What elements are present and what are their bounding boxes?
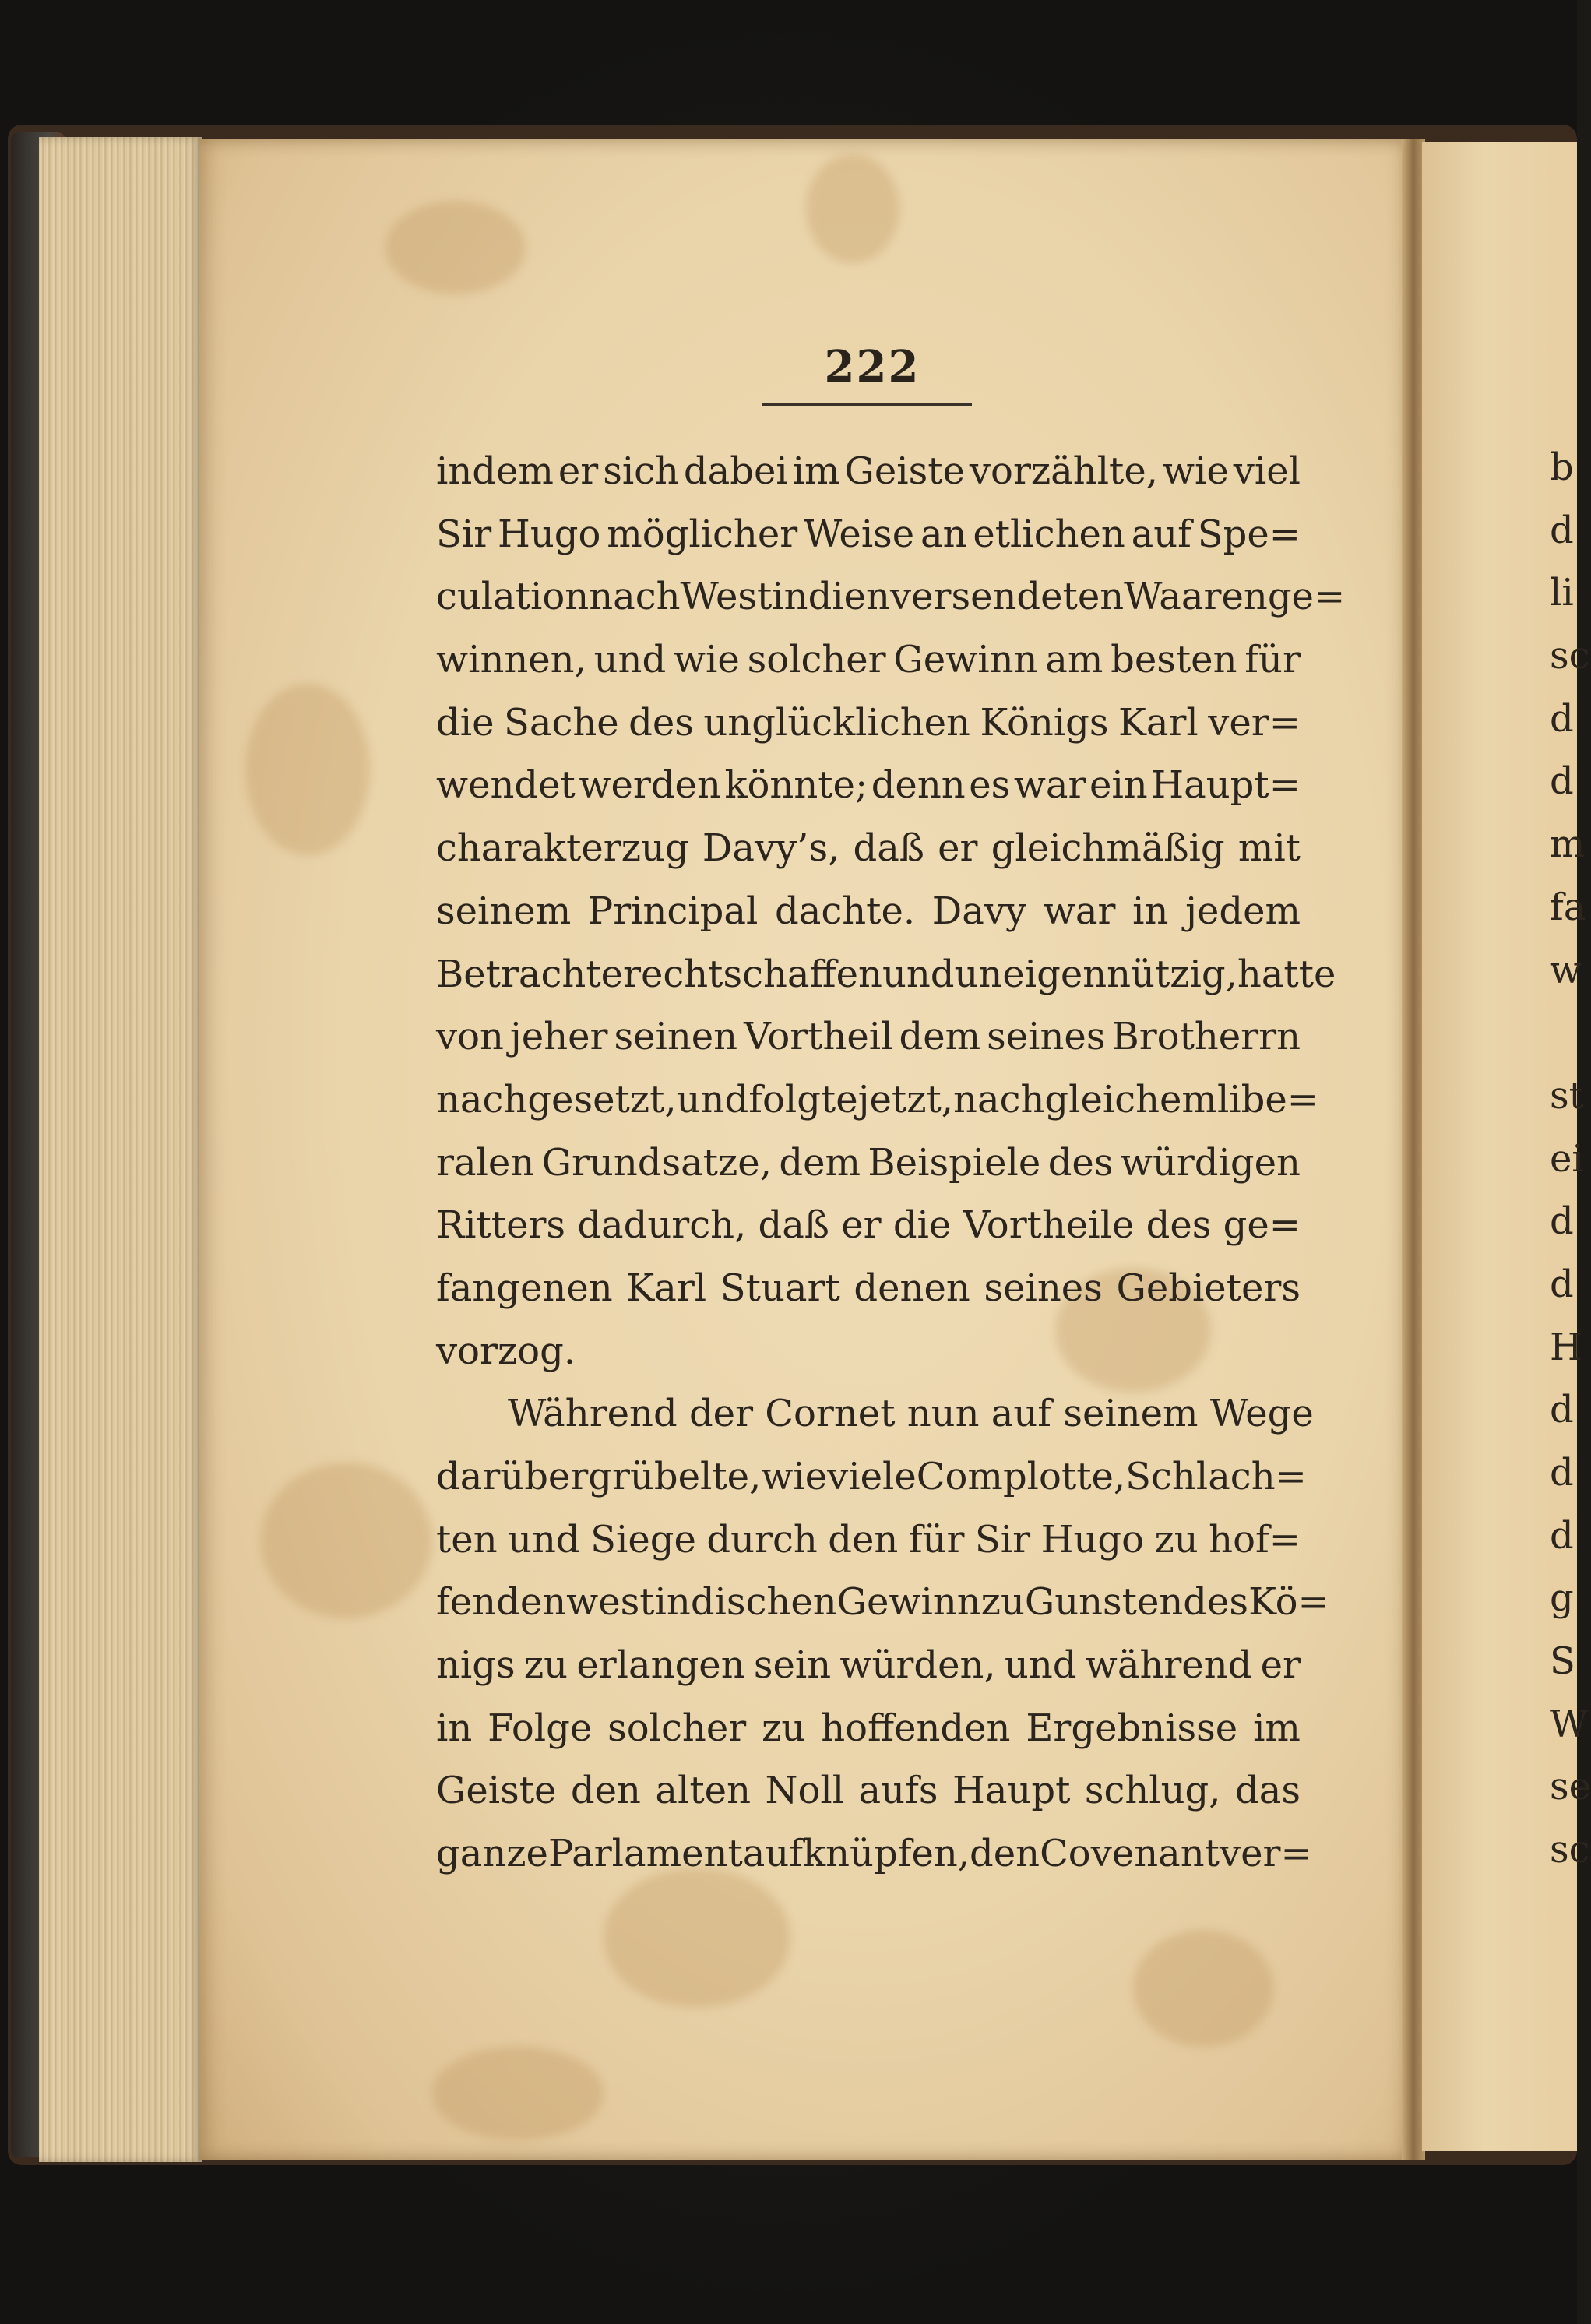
facing-line: w [1550, 948, 1582, 992]
word: vorzählte, [969, 449, 1159, 493]
word: alten [655, 1769, 751, 1813]
facing-line: d [1550, 759, 1574, 804]
word: und [508, 1517, 580, 1562]
word: und [1004, 1643, 1077, 1688]
word: zu [1154, 1517, 1199, 1562]
text-line [436, 1509, 1301, 1572]
facing-line: g [1550, 1576, 1574, 1621]
facing-line: d [1550, 1451, 1574, 1495]
word: Noll [765, 1769, 845, 1813]
word: viele [827, 1455, 917, 1498]
word: Karl [626, 1266, 707, 1310]
word: Hugo [497, 512, 601, 556]
word: für [908, 1517, 965, 1562]
word: mit [1237, 826, 1301, 871]
word: Geiste [436, 1769, 557, 1813]
facing-line: st [1550, 1073, 1584, 1118]
foxing-stain [1133, 1930, 1273, 2047]
word: hatte [1237, 952, 1336, 996]
word: seinem [436, 889, 572, 933]
facing-line: m [1550, 822, 1586, 867]
facing-line: b [1550, 445, 1574, 489]
word: solcher [607, 1706, 747, 1750]
word: den [970, 1832, 1040, 1876]
word: Principal [587, 889, 759, 933]
facing-line [1550, 1002, 1581, 1065]
facing-line: d [1550, 1513, 1574, 1558]
word: fangenen [436, 1266, 613, 1310]
word: er [841, 1203, 882, 1248]
text-line [436, 1571, 1329, 1634]
word: würden, [839, 1643, 996, 1688]
word: Gunsten [1024, 1580, 1184, 1625]
word: Gewinn [836, 1580, 981, 1625]
word: daß [853, 826, 924, 871]
word: den [828, 1517, 899, 1562]
text-line [436, 1445, 1307, 1509]
text-line [436, 1132, 1301, 1195]
word: des [1183, 1580, 1249, 1625]
word: zu [523, 1643, 568, 1688]
text-line [436, 1005, 1301, 1069]
text-line [436, 565, 1346, 629]
word: denn [871, 763, 966, 808]
text-line [436, 817, 1301, 880]
word: ganze [436, 1832, 548, 1876]
word: er [558, 449, 599, 493]
word: nach [589, 575, 681, 619]
facing-line: d [1550, 1199, 1574, 1244]
word: zu [980, 1580, 1025, 1625]
word: wie [761, 1455, 828, 1498]
foxing-stain [432, 2047, 604, 2140]
word: Covenant [1040, 1832, 1220, 1876]
word: Davy’s, [702, 826, 840, 871]
word: ralen [436, 1140, 535, 1185]
word: Beispiele [868, 1140, 1041, 1185]
facing-line: li [1550, 571, 1574, 615]
foxing-stain [385, 201, 526, 294]
word: und [593, 638, 667, 682]
word: solcher [747, 638, 886, 682]
word: jeher [509, 1015, 608, 1059]
word: denen [854, 1266, 970, 1310]
word: aufs [858, 1769, 938, 1813]
word: Davy [931, 889, 1027, 933]
word: Geiste [844, 449, 965, 493]
word: des [1146, 1203, 1212, 1248]
word: Haupt= [1151, 763, 1301, 808]
word: ver= [1219, 1832, 1312, 1876]
word: würdigen [1120, 1140, 1301, 1185]
word: sein [753, 1643, 832, 1688]
word: hoffenden [821, 1706, 1011, 1750]
text-line [436, 754, 1301, 817]
word: des [1047, 1140, 1114, 1185]
word: werden [579, 763, 721, 808]
word: hof= [1209, 1517, 1301, 1562]
word: für [1244, 638, 1301, 682]
facing-line: sc [1550, 634, 1590, 678]
word: dem [899, 1015, 981, 1059]
word: unglücklichen [703, 700, 970, 745]
word: jedem [1185, 889, 1301, 933]
word: das [1234, 1769, 1301, 1813]
page-edges [39, 137, 202, 2162]
word: von [436, 1015, 504, 1059]
word: des [628, 700, 694, 745]
word: Sache [503, 700, 619, 745]
word: Karl [1118, 700, 1199, 745]
word: durch [706, 1517, 818, 1562]
word: dabei [683, 449, 788, 493]
word: rechtschaffen [623, 952, 882, 996]
word: grübelte, [588, 1455, 762, 1498]
facing-line: W [1550, 1702, 1589, 1746]
word: die [892, 1203, 952, 1248]
word: uneigennützig, [954, 952, 1237, 996]
word: während [1085, 1643, 1252, 1688]
word: folgte [748, 1077, 858, 1122]
word: nachgesetzt, [436, 1077, 677, 1122]
word: ten [436, 1517, 498, 1562]
word: ge= [1223, 1203, 1301, 1248]
word: Während [508, 1392, 678, 1436]
word: Wege [1209, 1392, 1314, 1436]
word: seines [984, 1266, 1103, 1310]
word: nach [953, 1077, 1045, 1122]
word: die [436, 700, 495, 745]
word: westindischen [566, 1580, 837, 1625]
word: charakterzug [436, 826, 689, 871]
word: dachte. [775, 889, 916, 933]
word: möglicher [607, 512, 798, 556]
word: und [882, 952, 955, 996]
facing-line: se [1550, 1765, 1591, 1809]
word: Weise [803, 512, 915, 556]
facing-line: sc [1550, 1828, 1590, 1872]
word: Brotherrn [1111, 1015, 1301, 1059]
word: ge= [1267, 575, 1346, 619]
text-line [436, 1634, 1301, 1697]
word: vorzog. [436, 1329, 576, 1373]
word: aufknüpfen, [742, 1832, 970, 1876]
word: erlangen [576, 1643, 745, 1688]
word: er [938, 826, 978, 871]
word: sich [603, 449, 679, 493]
word: Ergebnisse [1026, 1706, 1238, 1750]
text-line [436, 1697, 1301, 1760]
word: gleichmäßig [991, 826, 1225, 871]
word: Stuart [720, 1266, 840, 1310]
word: Schlach= [1125, 1455, 1307, 1498]
word: versendeten [889, 575, 1125, 619]
word: auf [1131, 512, 1191, 556]
page-number: 222 [824, 341, 920, 393]
word: Westindien [680, 575, 890, 619]
word: Folge [488, 1706, 593, 1750]
word: in [436, 1706, 473, 1750]
word: im [792, 449, 840, 493]
word: könnte; [724, 763, 868, 808]
text-line [436, 1257, 1301, 1320]
word: daß [758, 1203, 829, 1248]
word: der [688, 1392, 754, 1436]
foxing-stain [245, 684, 370, 855]
word: er [1260, 1643, 1301, 1688]
word: wie [1162, 449, 1229, 493]
word: Grundsatze, [541, 1140, 772, 1185]
word: jetzt, [857, 1077, 954, 1122]
page-number-rule [762, 403, 972, 406]
word: den [570, 1769, 641, 1813]
word: Gebieters [1116, 1266, 1301, 1310]
word: seines [987, 1015, 1106, 1059]
word: in [1132, 889, 1169, 933]
word: fenden [436, 1580, 567, 1625]
word: Kö= [1248, 1580, 1329, 1625]
foxing-stain [604, 1868, 790, 2008]
word: zu [762, 1706, 806, 1750]
facing-line: d [1550, 696, 1574, 741]
word: Siege [590, 1517, 696, 1562]
facing-line: fa [1550, 885, 1586, 929]
text-line [436, 1320, 1301, 1383]
word: an [920, 512, 967, 556]
facing-line: ei [1550, 1136, 1584, 1181]
word: gleichem [1044, 1077, 1217, 1122]
word: Cornet [765, 1392, 896, 1436]
body-text [436, 440, 1346, 1886]
word: war [1043, 889, 1116, 933]
facing-line: S [1550, 1639, 1575, 1684]
text-line [436, 880, 1301, 943]
word: am [1045, 638, 1103, 682]
text-line [436, 692, 1301, 755]
word: viel [1233, 449, 1301, 493]
word: seinem [1063, 1392, 1199, 1436]
word: wie [673, 638, 740, 682]
word: war [1013, 763, 1086, 808]
word: dem [779, 1140, 861, 1185]
word: es [969, 763, 1011, 808]
word: Betrachte [436, 952, 624, 996]
word: Spe= [1197, 512, 1301, 556]
text-line [436, 440, 1301, 503]
word: ein [1089, 763, 1148, 808]
word: indem [436, 449, 554, 493]
word: Complotte, [916, 1455, 1126, 1498]
word: ver= [1208, 700, 1301, 745]
word: Waaren [1124, 575, 1268, 619]
foxing-stain [261, 1463, 432, 1618]
word: culation [436, 575, 590, 619]
facing-page-text [1550, 436, 1591, 1882]
text-line [436, 1822, 1312, 1886]
word: nigs [436, 1643, 516, 1688]
text-line [436, 1382, 1314, 1445]
text-line [436, 1759, 1301, 1822]
facing-line: d [1550, 1388, 1574, 1432]
text-line [436, 1069, 1318, 1132]
word: Haupt [952, 1769, 1071, 1813]
word: Vortheile [963, 1203, 1135, 1248]
word: Sir [436, 512, 492, 556]
word: Königs [980, 700, 1109, 745]
facing-line: d [1550, 508, 1574, 552]
text-line [436, 629, 1301, 692]
word: auf [991, 1392, 1052, 1436]
word: Ritters [436, 1203, 566, 1248]
text-line [436, 943, 1336, 1006]
text-line [436, 503, 1301, 566]
word: libe= [1216, 1077, 1318, 1122]
word: Gewinn [893, 638, 1038, 682]
word: seinen [614, 1015, 738, 1059]
foxing-stain [806, 154, 899, 263]
word: etlichen [973, 512, 1125, 556]
facing-line: d [1550, 1262, 1574, 1306]
word: nun [906, 1392, 980, 1436]
word: Vortheil [744, 1015, 893, 1059]
word: Parlament [547, 1832, 743, 1876]
word: im [1253, 1706, 1301, 1750]
word: schlug, [1084, 1769, 1221, 1813]
text-line [436, 1194, 1301, 1257]
word: darüber [436, 1455, 589, 1498]
word: winnen, [436, 638, 586, 682]
word: wendet [436, 763, 576, 808]
word: und [676, 1077, 749, 1122]
word: dadurch, [577, 1203, 747, 1248]
word: Sir [974, 1517, 1031, 1562]
word: Hugo [1040, 1517, 1144, 1562]
facing-line: H [1550, 1325, 1582, 1369]
word: besten [1111, 638, 1237, 682]
